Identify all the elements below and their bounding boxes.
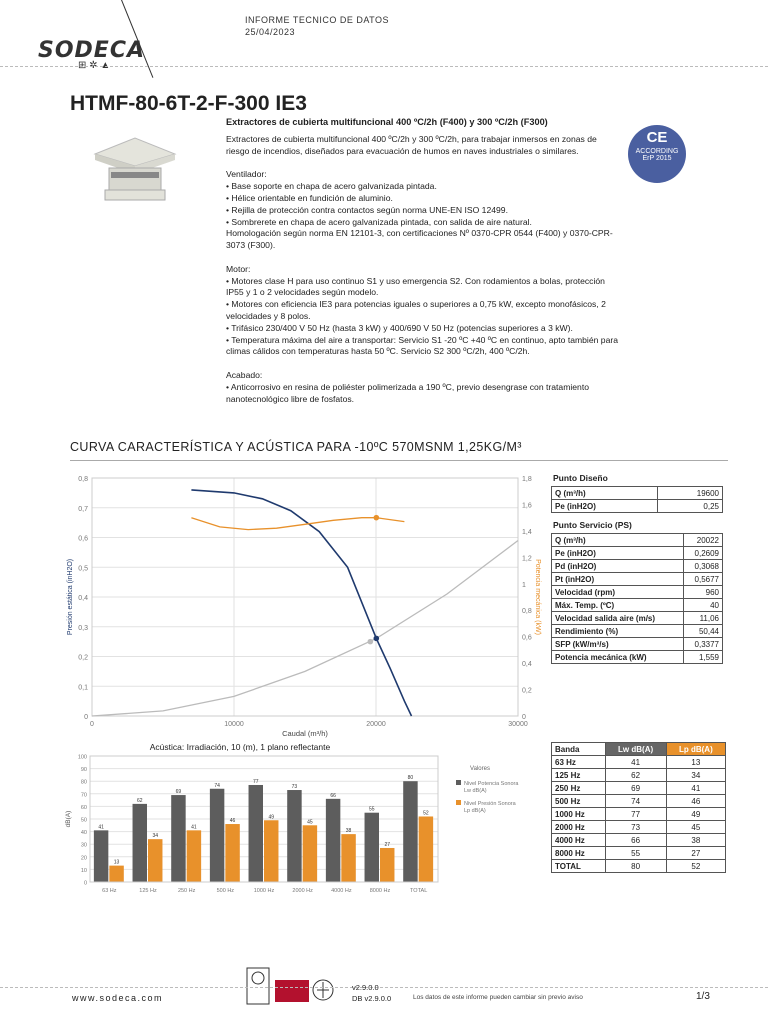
bar bbox=[133, 804, 147, 882]
product-subtitle: Extractores de cubierta multifuncional 400 ºC/2h (F400) y 300 ºC/2h (F300) bbox=[226, 117, 548, 127]
performance-chart bbox=[60, 468, 540, 740]
acoustic-cell: 74 bbox=[605, 795, 666, 808]
bar-value-label: 62 bbox=[136, 797, 143, 804]
row-label: Velocidad (rpm) bbox=[552, 586, 684, 599]
acoustic-cell: 52 bbox=[666, 860, 725, 873]
row-value: 0,3068 bbox=[684, 560, 723, 573]
x-tick-label: 8000 Hz bbox=[369, 888, 391, 894]
table-row bbox=[552, 625, 723, 638]
bar bbox=[187, 830, 201, 882]
punto-diseno-title: Punto Diseño bbox=[553, 473, 608, 483]
bar bbox=[380, 848, 394, 882]
y-tick-label: 60 bbox=[80, 804, 87, 811]
table-row bbox=[552, 638, 723, 651]
product-model: HTMF-80-6T-2-F-300 IE3 bbox=[70, 92, 307, 115]
report-title: INFORME TECNICO DE DATOS bbox=[245, 15, 390, 25]
row-label: Potencia mecánica (kW) bbox=[552, 651, 684, 664]
y2-tick-label: 0 bbox=[522, 714, 526, 721]
y-tick-label: 100 bbox=[77, 754, 87, 761]
y2-tick-label: 1,8 bbox=[522, 476, 532, 483]
bar-value-label: 41 bbox=[98, 824, 104, 831]
bar bbox=[109, 866, 123, 882]
punto-servicio-table bbox=[551, 533, 723, 664]
acoustic-cell: 55 bbox=[605, 847, 666, 860]
bar bbox=[326, 799, 340, 882]
bar-value-label: 46 bbox=[229, 818, 236, 825]
bar bbox=[303, 825, 317, 882]
y2-tick-label: 0,6 bbox=[522, 634, 532, 642]
acoustic-header: Lw dB(A) bbox=[605, 743, 666, 756]
version-info bbox=[352, 982, 391, 1004]
version-app: v2.9.0.0 bbox=[352, 983, 379, 992]
bar-value-label: 13 bbox=[113, 859, 120, 866]
ce-mark: CE bbox=[646, 129, 668, 146]
table-row bbox=[552, 651, 723, 664]
bar bbox=[287, 790, 301, 882]
punto-servicio-title: Punto Servicio (PS) bbox=[553, 520, 632, 530]
y2-axis-label: Potencia mecánica (kW) bbox=[534, 559, 541, 635]
y-tick-label: 0 bbox=[84, 714, 88, 721]
y-tick-label: 0,6 bbox=[78, 535, 88, 543]
acoustic-cell: 34 bbox=[666, 769, 725, 782]
bar-value-label: 66 bbox=[330, 792, 336, 799]
bar-value-label: 80 bbox=[407, 775, 414, 782]
bar-value-label: 49 bbox=[268, 814, 275, 821]
y-axis-label: Presión estática (inH2O) bbox=[67, 558, 74, 636]
legend-swatch bbox=[456, 800, 461, 805]
ce-badge bbox=[628, 125, 686, 183]
website-link[interactable]: www.sodeca.com bbox=[72, 993, 164, 1003]
legend-swatch bbox=[456, 780, 461, 785]
y-tick-label: 0,7 bbox=[78, 505, 88, 513]
row-value: 0,25 bbox=[658, 500, 723, 513]
section-title: CURVA CARACTERÍSTICA Y ACÚSTICA PARA -10ºC 570MSNM 1,25KG/M³ bbox=[70, 440, 522, 454]
disclaimer: Los datos de este informe pueden cambiar sin previo aviso bbox=[413, 994, 583, 1001]
acoustic-header: Banda bbox=[552, 743, 606, 756]
row-value: 19600 bbox=[658, 487, 723, 500]
acoustic-cell: 2000 Hz bbox=[552, 821, 606, 834]
bar-value-label: 41 bbox=[191, 824, 197, 831]
acoustic-cell: 27 bbox=[666, 847, 725, 860]
acoustic-cell: 80 bbox=[605, 860, 666, 873]
legend-label: Lp dB(A) bbox=[464, 808, 486, 814]
series-line-1 bbox=[191, 518, 404, 530]
table-row bbox=[552, 534, 723, 547]
table-row bbox=[552, 560, 723, 573]
x-tick-label: 4000 Hz bbox=[331, 888, 352, 894]
acoustic-cell: 1000 Hz bbox=[552, 808, 606, 821]
bar-value-label: 27 bbox=[384, 841, 391, 848]
x-tick-label: 125 Hz bbox=[139, 888, 157, 894]
table-row bbox=[552, 821, 726, 834]
y-tick-label: 0,1 bbox=[78, 684, 88, 692]
table-row bbox=[552, 573, 723, 586]
row-label: Pt (inH2O) bbox=[552, 573, 684, 586]
y-tick-label: 10 bbox=[80, 867, 87, 874]
table-row bbox=[552, 808, 726, 821]
row-value: 20022 bbox=[684, 534, 723, 547]
x-tick-label: 0 bbox=[90, 721, 94, 728]
row-label: Pe (inH2O) bbox=[552, 500, 658, 513]
acoustic-cell: 250 Hz bbox=[552, 782, 606, 795]
table-row bbox=[552, 612, 723, 625]
table-row bbox=[552, 599, 723, 612]
report-date: 25/04/2023 bbox=[245, 27, 296, 37]
acoustic-cell: 69 bbox=[605, 782, 666, 795]
y-tick-label: 0,5 bbox=[78, 565, 88, 573]
punto-diseno-table bbox=[551, 486, 723, 513]
operating-point bbox=[368, 639, 374, 645]
bar bbox=[171, 795, 185, 882]
acoustic-cell: 4000 Hz bbox=[552, 834, 606, 847]
acoustic-chart-title: Acústica: Irradiación, 10 (m), 1 plano reflectante bbox=[149, 742, 331, 752]
bar-value-label: 34 bbox=[152, 833, 159, 840]
acoustic-cell: TOTAL bbox=[552, 860, 606, 873]
acoustic-table bbox=[551, 742, 726, 873]
acoustic-cell: 13 bbox=[666, 756, 725, 769]
row-label: Q (m³/h) bbox=[552, 487, 658, 500]
acoustic-cell: 77 bbox=[605, 808, 666, 821]
row-value: 0,2609 bbox=[684, 547, 723, 560]
y-tick-label: 50 bbox=[80, 817, 87, 824]
acoustic-cell: 46 bbox=[666, 795, 725, 808]
y-axis-label: dB(A) bbox=[65, 810, 72, 828]
y2-tick-label: 0,4 bbox=[522, 661, 532, 669]
acoustic-cell: 62 bbox=[605, 769, 666, 782]
row-label: SFP (kW/m³/s) bbox=[552, 638, 684, 651]
table-row bbox=[552, 860, 726, 873]
y-tick-label: 0,3 bbox=[78, 624, 88, 632]
row-label: Máx. Temp. (ºC) bbox=[552, 599, 684, 612]
bar bbox=[249, 785, 263, 882]
bar bbox=[94, 830, 108, 882]
section-rule bbox=[70, 460, 728, 461]
legend-label: Nivel Presión Sonora bbox=[464, 801, 516, 807]
y-tick-label: 20 bbox=[80, 855, 87, 862]
bar-value-label: 52 bbox=[423, 810, 429, 817]
badge-erp: ErP 2015 bbox=[642, 155, 672, 162]
y-tick-label: 0,8 bbox=[78, 476, 88, 483]
y2-tick-label: 0,2 bbox=[522, 687, 532, 695]
acoustic-cell: 125 Hz bbox=[552, 769, 606, 782]
bar bbox=[365, 813, 379, 882]
bar bbox=[225, 824, 239, 882]
row-label: Q (m³/h) bbox=[552, 534, 684, 547]
acoustic-cell: 45 bbox=[666, 821, 725, 834]
bar-value-label: 38 bbox=[345, 828, 352, 835]
table-row bbox=[552, 834, 726, 847]
table-row bbox=[552, 769, 726, 782]
legend-title: Valores bbox=[470, 766, 490, 772]
y-tick-label: 30 bbox=[80, 842, 87, 849]
y2-tick-label: 1,4 bbox=[522, 528, 532, 536]
y-tick-label: 0,4 bbox=[78, 595, 88, 602]
badge-according: ACCORDING bbox=[635, 148, 679, 155]
x-tick-label: 250 Hz bbox=[177, 888, 196, 894]
x-tick-label: 63 Hz bbox=[102, 888, 117, 894]
acoustic-cell: 63 Hz bbox=[552, 756, 606, 769]
product-description: Extractores de cubierta multifuncional 400 ºC/2h y 300 ºC/2h, para trabajar inmersos en zonas de riesgo de incendios, diseñados para evacuación de humos en naves industriales o similares. Ventilador: • Base soporte en chapa de acero galvanizada pintada. • Hélice orientable en fundición de aluminio. • Rejilla de protección contra contactos según norma UNE-EN ISO 12499. • Sombrerete en chapa de acero galvanizada pintada, con salida de aire natural. Homologación según norma EN 12101-3, con certificaciones Nº 0370-CPR 0544 (F400) y 0370-CPR-3073 (F300). Motor: • Motores clase H para uso continuo S1 y uso emergencia S2. Con rodamientos a bolas, protección IP55 y 1 o 2 velocidades según modelo. • Motores con eficiencia IE3 para potencias iguales o superiores a 0,75 kW, excepto monofásicos, 2 velocidades y 8 polos. • Trifásico 230/400 V 50 Hz (hasta 3 kW) y 400/690 V 50 Hz (potencias superiores a 3 kW). • Temperatura máxima del aire a transportar: Servicio S1 -20 ºC +40 ºC en continuo, apto también para climas cálidos con temperaturas hasta 50 ºC. Servicio S2 300 ºC/2h, 400 ºC/2h. Acabado: • Anticorrosivo en resina de poliéster polimerizada a 190 ºC, previo desengrase con tratamiento nanotecnológico libre de fosfatos. bbox=[226, 134, 618, 404]
bar bbox=[148, 839, 162, 882]
brand-logo: SODECA bbox=[38, 38, 146, 63]
row-label: Pd (inH2O) bbox=[552, 560, 684, 573]
row-value: 1,559 bbox=[684, 651, 723, 664]
x-tick-label: TOTAL bbox=[410, 888, 428, 894]
legend-label: Lw dB(A) bbox=[464, 788, 487, 794]
row-value: 960 bbox=[684, 586, 723, 599]
acoustic-cell: 38 bbox=[666, 834, 725, 847]
y2-tick-label: 1,2 bbox=[522, 555, 532, 563]
brand-icons: ⊞ ✲ ▲ bbox=[78, 60, 111, 71]
product-image bbox=[75, 128, 195, 210]
row-label: Rendimiento (%) bbox=[552, 625, 684, 638]
y2-tick-label: 0,8 bbox=[522, 608, 532, 616]
operating-point bbox=[374, 636, 380, 642]
header-rule bbox=[0, 66, 768, 67]
bar-value-label: 45 bbox=[307, 819, 313, 826]
acoustic-header: Lp dB(A) bbox=[666, 743, 725, 756]
bar-value-label: 55 bbox=[368, 806, 375, 813]
row-value: 0,5677 bbox=[684, 573, 723, 586]
legend-label: Nivel Potencia Sonora bbox=[464, 781, 519, 787]
y-tick-label: 0 bbox=[83, 880, 87, 887]
x-tick-label: 2000 Hz bbox=[292, 888, 313, 894]
page-number: 1/3 bbox=[696, 991, 710, 1002]
acoustic-cell: 8000 Hz bbox=[552, 847, 606, 860]
table-row bbox=[552, 487, 723, 500]
acoustic-cell: 41 bbox=[605, 756, 666, 769]
x-tick-label: 30000 bbox=[508, 721, 528, 728]
table-row bbox=[552, 547, 723, 560]
row-label: Velocidad salida aire (m/s) bbox=[552, 612, 684, 625]
row-value: 40 bbox=[684, 599, 723, 612]
x-tick-label: 20000 bbox=[366, 721, 386, 728]
acoustic-cell: 41 bbox=[666, 782, 725, 795]
operating-point bbox=[374, 515, 380, 521]
bar bbox=[403, 781, 417, 882]
table-row bbox=[552, 847, 726, 860]
version-db: DB v2.9.0.0 bbox=[352, 994, 392, 1003]
table-row bbox=[552, 795, 726, 808]
table-row bbox=[552, 500, 723, 513]
bar-value-label: 77 bbox=[252, 778, 259, 785]
table-row bbox=[552, 756, 726, 769]
y-tick-label: 0,2 bbox=[78, 654, 88, 662]
y-tick-label: 70 bbox=[80, 792, 87, 799]
series-line-0 bbox=[191, 490, 411, 716]
table-row bbox=[552, 782, 726, 795]
y2-tick-label: 1 bbox=[522, 581, 526, 589]
row-value: 0,3377 bbox=[684, 638, 723, 651]
y-tick-label: 80 bbox=[80, 779, 87, 786]
bar-value-label: 69 bbox=[175, 789, 182, 796]
bar bbox=[210, 789, 224, 882]
certification-logos bbox=[245, 966, 345, 1006]
acoustic-cell: 500 Hz bbox=[552, 795, 606, 808]
acoustic-cell: 73 bbox=[605, 821, 666, 834]
acoustic-chart bbox=[60, 738, 540, 910]
x-axis-label: Caudal (m³/h) bbox=[282, 729, 328, 738]
bar-value-label: 74 bbox=[214, 782, 220, 789]
y-tick-label: 40 bbox=[80, 830, 87, 837]
row-value: 11,06 bbox=[684, 612, 723, 625]
x-tick-label: 500 Hz bbox=[216, 888, 235, 894]
x-tick-label: 10000 bbox=[224, 721, 244, 728]
y-tick-label: 90 bbox=[80, 767, 87, 774]
x-tick-label: 1000 Hz bbox=[253, 888, 275, 894]
acoustic-cell: 49 bbox=[666, 808, 725, 821]
bar-value-label: 73 bbox=[291, 784, 298, 791]
bar bbox=[264, 820, 278, 882]
bar bbox=[419, 816, 433, 882]
row-label: Pe (inH2O) bbox=[552, 547, 684, 560]
bar bbox=[341, 834, 355, 882]
row-value: 50,44 bbox=[684, 625, 723, 638]
table-row bbox=[552, 586, 723, 599]
y2-tick-label: 1,6 bbox=[522, 502, 532, 510]
acoustic-cell: 66 bbox=[605, 834, 666, 847]
